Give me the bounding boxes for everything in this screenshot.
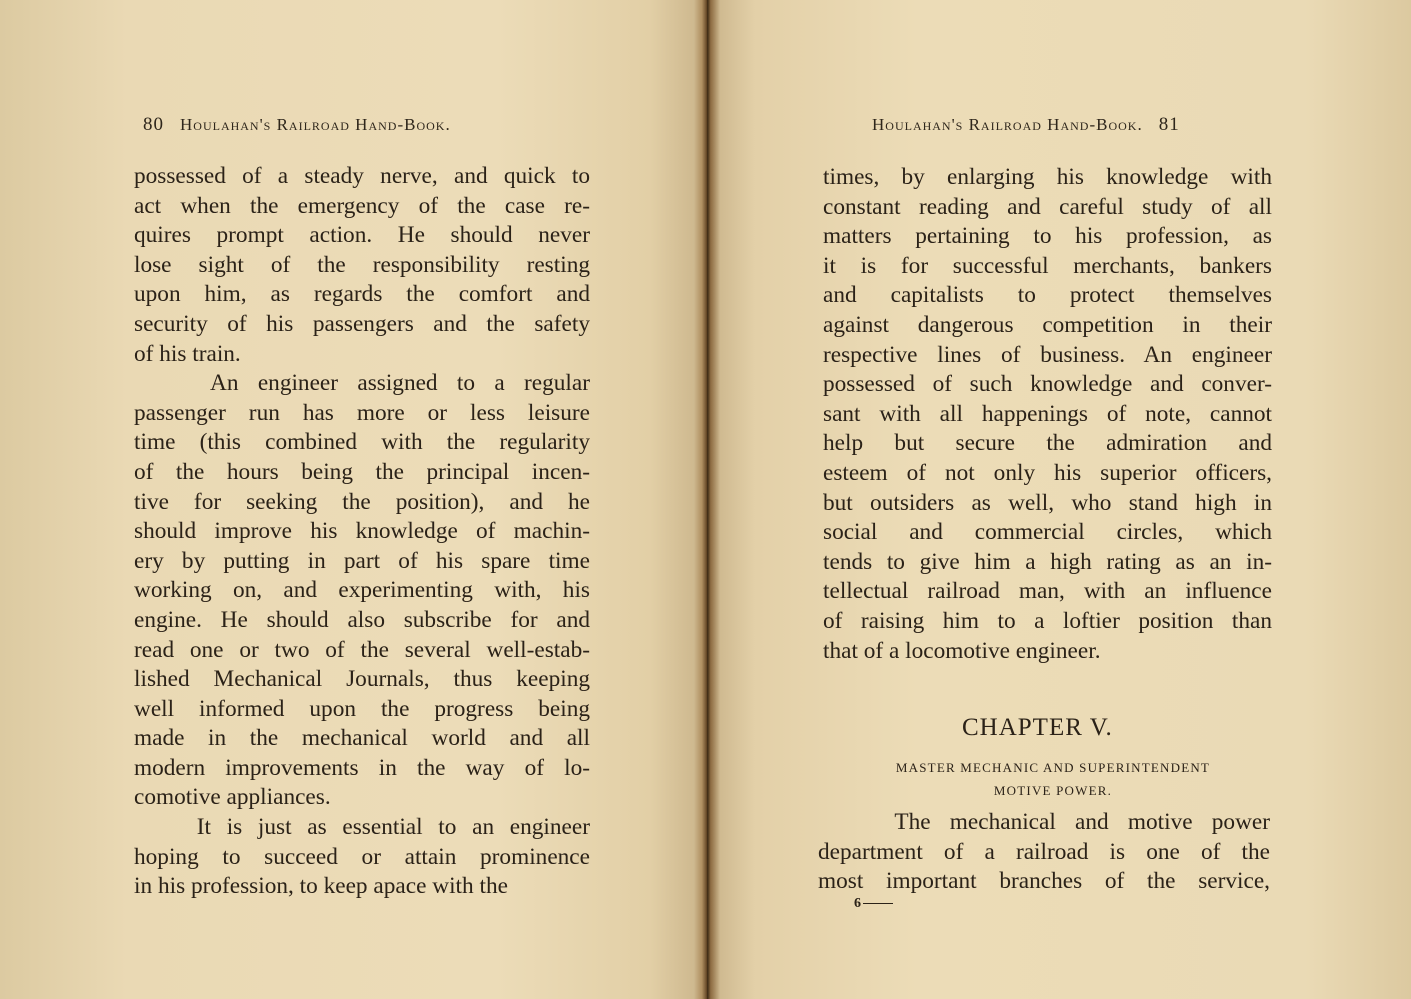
left-text-line: lished Mechanical Journals, thus keeping [134, 666, 590, 693]
chapter-text-line: department of a railroad is one of the [818, 838, 1270, 865]
left-text-line: in his profession, to keep apace with the [134, 873, 508, 900]
left-text-line: ery by putting in part of his spare time [134, 547, 590, 574]
right-text-line: matters pertaining to his profession, as [823, 223, 1272, 250]
left-text-line: act when the emergency of the case re- [134, 192, 590, 219]
right-text-line: esteem of not only his superior officers, [823, 459, 1272, 486]
right-text-line: of raising him to a loftier position than [823, 607, 1272, 634]
left-text-line: made in the mechanical world and all [134, 725, 590, 752]
left-text-line: upon him, as regards the comfort and [134, 281, 590, 308]
right-text-line: tellectual railroad man, with an influence [823, 578, 1272, 605]
right-running-head-title: Houlahan's Railroad Hand-Book. [872, 115, 1143, 134]
left-page-number: 80 [143, 114, 164, 135]
left-running-header [143, 114, 451, 136]
right-text-line: tends to give him a high rating as an in- [823, 548, 1272, 575]
right-text-line: constant reading and careful study of all [823, 193, 1272, 220]
left-text-line: lose sight of the responsibility resting [134, 251, 590, 278]
left-text-line: working on, and experimenting with, his [134, 577, 590, 604]
right-body-text [823, 163, 1272, 666]
left-running-head-title: Houlahan's Railroad Hand-Book. [180, 115, 451, 134]
chapter-text-line: The mechanical and motive power [818, 809, 1270, 835]
left-text-line: hoping to succeed or attain prominence [134, 843, 590, 870]
right-text-line: and capitalists to protect themselves [823, 282, 1272, 309]
left-text-line: time (this combined with the regularity [134, 429, 590, 456]
left-text-line: It is just as essential to an engineer [134, 814, 590, 841]
right-running-header [872, 114, 1180, 136]
left-text-line: of the hours being the principal incen- [134, 458, 590, 485]
left-text-line: should improve his knowledge of machin- [134, 518, 590, 545]
right-text-line: respective lines of business. An engineer [823, 341, 1272, 368]
right-text-line: social and commercial circles, which [823, 519, 1272, 546]
signature-mark [854, 896, 893, 912]
left-text-line: possessed of a steady nerve, and quick to [134, 163, 590, 189]
chapter-subtitle-line-1: MASTER MECHANIC AND SUPERINTENDENT [895, 760, 1211, 775]
right-page-number: 81 [1158, 114, 1180, 135]
left-text-line: tive for seeking the position), and he [134, 488, 590, 515]
left-text-line: An engineer assigned to a regular [134, 370, 590, 397]
chapter-body-text [818, 808, 1270, 897]
right-text-line: against dangerous competition in their [823, 311, 1272, 338]
book-spine-gutter [694, 0, 720, 999]
left-text-line: engine. He should also subscribe for and [134, 606, 590, 633]
left-text-line: quires prompt action. He should never [134, 222, 590, 249]
left-text-line: of his train. [134, 340, 241, 367]
right-text-line: it is for successful merchants, bankers [823, 252, 1272, 279]
left-text-line: read one or two of the several well-estab- [134, 636, 590, 663]
right-text-line: possessed of such knowledge and conver- [823, 371, 1272, 398]
right-text-line: but outsiders as well, who stand high in [823, 489, 1272, 516]
right-page [706, 0, 1411, 999]
left-text-line: passenger run has more or less leisure [134, 399, 590, 426]
left-text-line: modern improvements in the way of lo- [134, 754, 590, 781]
left-text-line: security of his passengers and the safety [134, 310, 590, 337]
right-text-line: that of a locomotive engineer. [823, 637, 1101, 664]
right-text-line: help but secure the admiration and [823, 430, 1272, 457]
chapter-title: CHAPTER V. [962, 714, 1113, 741]
left-body-text [134, 162, 590, 902]
signature-mark-number: 6 [854, 896, 861, 911]
chapter-text-line: most important branches of the service, [818, 868, 1270, 895]
right-text-line: sant with all happenings of note, cannot [823, 400, 1272, 427]
chapter-subtitle-line-2: MOTIVE POWER. [993, 783, 1113, 798]
signature-dash [863, 903, 893, 904]
left-text-line: comotive appliances. [134, 784, 331, 811]
right-text-line: times, by enlarging his knowledge with [823, 164, 1272, 190]
left-text-line: well informed upon the progress being [134, 695, 590, 722]
